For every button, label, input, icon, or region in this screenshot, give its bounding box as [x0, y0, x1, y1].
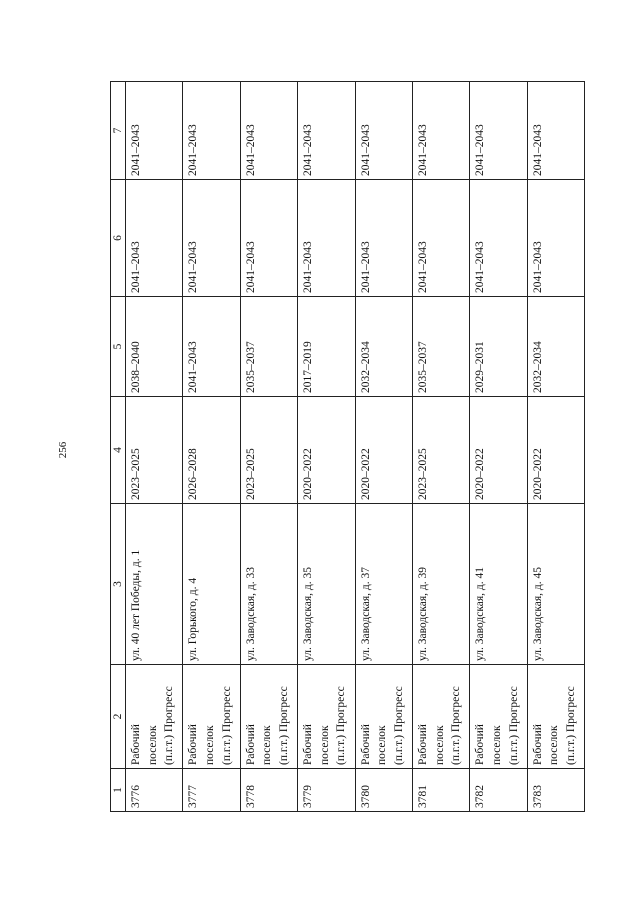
period-col-5-cell: 2038–2040	[126, 297, 183, 397]
settlement-cell: Рабочий поселок (п.г.т.) Прогресс	[412, 665, 469, 769]
table-row	[126, 82, 183, 812]
table-header	[111, 82, 126, 812]
period-col-5-cell: 2029–2031	[470, 297, 527, 397]
row-number-cell: 3777	[183, 769, 240, 812]
period-col-4-cell: 2020–2022	[527, 397, 584, 504]
address-cell: ул. Горького, д. 4	[183, 504, 240, 665]
period-col-7-cell: 2041–2043	[240, 82, 297, 180]
period-col-6-cell: 2041–2043	[355, 180, 412, 297]
settlement-cell: Рабочий поселок (п.г.т.) Прогресс	[470, 665, 527, 769]
address-cell: ул. Заводская, д. 41	[470, 504, 527, 665]
row-number-cell: 3778	[240, 769, 297, 812]
address-cell: ул. Заводская, д. 45	[527, 504, 584, 665]
table-row	[298, 82, 355, 812]
row-number-cell: 3780	[355, 769, 412, 812]
header-col-5: 5	[111, 297, 126, 397]
period-col-6-cell: 2041–2043	[126, 180, 183, 297]
header-col-6: 6	[111, 180, 126, 297]
table-row	[527, 82, 584, 812]
address-cell: ул. Заводская, д. 37	[355, 504, 412, 665]
address-cell: ул. Заводская, д. 39	[412, 504, 469, 665]
period-col-5-cell: 2017–2019	[298, 297, 355, 397]
settlement-cell: Рабочий поселок (п.г.т.) Прогресс	[240, 665, 297, 769]
period-col-5-cell: 2035–2037	[240, 297, 297, 397]
settlement-cell: Рабочий поселок (п.г.т.) Прогресс	[355, 665, 412, 769]
period-col-4-cell: 2020–2022	[355, 397, 412, 504]
document-table-container	[110, 82, 585, 812]
table-row	[412, 82, 469, 812]
header-row	[111, 82, 126, 812]
period-col-4-cell: 2020–2022	[298, 397, 355, 504]
row-number-cell: 3783	[527, 769, 584, 812]
period-col-7-cell: 2041–2043	[355, 82, 412, 180]
page-number: 256	[57, 441, 69, 459]
header-col-3: 3	[111, 504, 126, 665]
settlement-cell: Рабочий поселок (п.г.т.) Прогресс	[298, 665, 355, 769]
settlement-cell: Рабочий поселок (п.г.т.) Прогресс	[183, 665, 240, 769]
address-cell: ул. Заводская, д. 35	[298, 504, 355, 665]
period-col-5-cell: 2032–2034	[527, 297, 584, 397]
period-col-4-cell: 2026–2028	[183, 397, 240, 504]
period-col-5-cell: 2032–2034	[355, 297, 412, 397]
period-col-6-cell: 2041–2043	[183, 180, 240, 297]
period-col-6-cell: 2041–2043	[412, 180, 469, 297]
period-col-6-cell: 2041–2043	[240, 180, 297, 297]
period-col-4-cell: 2023–2025	[240, 397, 297, 504]
period-col-5-cell: 2035–2037	[412, 297, 469, 397]
period-col-4-cell: 2023–2025	[412, 397, 469, 504]
header-col-4: 4	[111, 397, 126, 504]
row-number-cell: 3781	[412, 769, 469, 812]
period-col-5-cell: 2041–2043	[183, 297, 240, 397]
row-number-cell: 3776	[126, 769, 183, 812]
period-col-6-cell: 2041–2043	[470, 180, 527, 297]
header-col-2: 2	[111, 665, 126, 769]
settlement-cell: Рабочий поселок (п.г.т.) Прогресс	[126, 665, 183, 769]
row-number-cell: 3782	[470, 769, 527, 812]
period-col-4-cell: 2020–2022	[470, 397, 527, 504]
period-col-7-cell: 2041–2043	[470, 82, 527, 180]
table-row	[470, 82, 527, 812]
period-col-7-cell: 2041–2043	[527, 82, 584, 180]
address-cell: ул. 40 лет Победы, д. 1	[126, 504, 183, 665]
period-col-7-cell: 2041–2043	[298, 82, 355, 180]
table-body	[126, 82, 585, 812]
period-col-7-cell: 2041–2043	[126, 82, 183, 180]
row-number-cell: 3779	[298, 769, 355, 812]
period-col-4-cell: 2023–2025	[126, 397, 183, 504]
period-col-6-cell: 2041–2043	[527, 180, 584, 297]
period-col-6-cell: 2041–2043	[298, 180, 355, 297]
table-row	[183, 82, 240, 812]
header-col-7: 7	[111, 82, 126, 180]
header-col-1: 1	[111, 769, 126, 812]
housing-schedule-table	[110, 81, 585, 812]
table-row	[240, 82, 297, 812]
settlement-cell: Рабочий поселок (п.г.т.) Прогресс	[527, 665, 584, 769]
period-col-7-cell: 2041–2043	[183, 82, 240, 180]
address-cell: ул. Заводская, д. 33	[240, 504, 297, 665]
period-col-7-cell: 2041–2043	[412, 82, 469, 180]
table-row	[355, 82, 412, 812]
